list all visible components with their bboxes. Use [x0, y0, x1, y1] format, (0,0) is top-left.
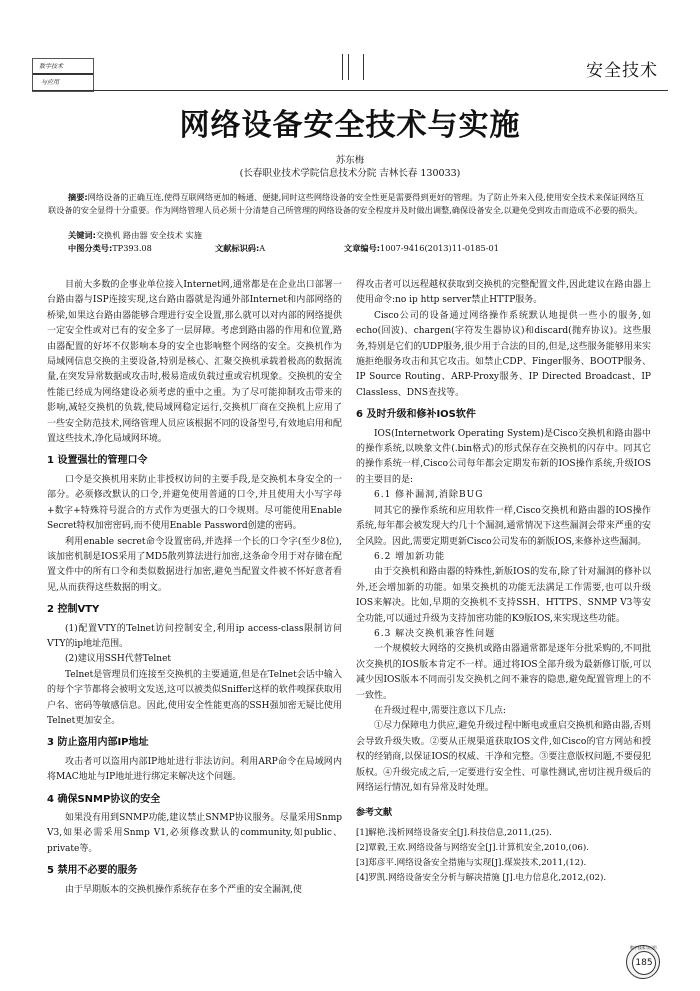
section-heading: 3 防止盗用内部IP地址 [47, 737, 149, 749]
paragraph: Telnet是管理员们连接至交换机的主要通道,但是在Telnet会话中输入的每个字节都将会被明文发送,这可以被类似Sniffer这样的软件嗅探获取用户名、密码等敏感信息。因此,使用安全性能更高的SSH强加密无疑比使用Telnet更加安全。 [47, 669, 342, 726]
paragraph: 目前大多数的企事业单位接入Internet网,通常都是在企业出口部署一台路由器与ISP连接实现,这台路由器就是沟通外部Internet和内部网络的桥梁,如果这台路由器能够合理进行安全设置,那么就可以对内部的网络提供一定安全性或对已有的安全多了一层屏障。考虑到路由器的作用和位置,路由器配置的好坏不仅影响本身的安全也影响整个网络的安全。交换机作为局域网信息交换的主要设备,特别是核心、汇聚交换机承载着极高的数据流量,在突发异常数据或攻击时,极易造成负载过重或宕机现象。交换机的安全性能已经成为网络建设必须考虑的重中之重。为了尽可能抑制攻击带来的影响,减轻交换机的负载,使局域网稳定运行,交换机厂商在交换机上应用了一些安全防范技术,网络管理人员应该根据不同的设备型号,有效地启用和配置这些技术,净化局域网环境。 [47, 280, 342, 445]
section-heading: 6 及时升级和修补IOS软件 [356, 409, 476, 421]
section-label: 安全技术 [586, 61, 658, 81]
paragraph: 由于交换机和路由器的特殊性,新版IOS的发布,除了针对漏洞的修补以外,还会增加新的功能。如果交换机的功能无法满足工作需要,也可以升级IOS来解决。比如,早期的交换机不支持SSH、HTTPS、SNMP V3等安全功能,可以通过升级为支持加密功能的K9版IOS,来实现这些功能。 [356, 567, 651, 624]
paragraph: ①尽力保障电力供应,避免升级过程中断电或重启交换机和路由器,否则会导致升级失败。②要从正规渠道获取IOS文件,如Cisco的官方网站和授权的经销商,以保证IOS的权威、干净和完整。③要注意版权问题,不要侵犯版权。④升级完成之后,一定要进行安全性、可靠性测试,密切注视升级后的网络运行情况,如有异常及时处理。 [356, 721, 651, 793]
paragraph: 在升级过程中,需要注意以下几点: [374, 705, 506, 716]
keywords-label: 关键词: [68, 230, 96, 240]
keywords-text: 交换机 路由器 安全技术 实施 [95, 230, 202, 240]
paragraph: IOS(Internetwork Operating System)是Cisco交换机和路由器中的操作系统,以映象文件(.bin格式)的形式保存在交换机的闪存中。同其它的操作系统一样,Cisco公司每年都会定期发布新的IOS操作系统,升级IOS的主要目的是: [356, 428, 651, 485]
logo-line1: 数字技术 [39, 63, 64, 70]
paragraph: 利用enable secret命令设置密码,并选择一个长的口令字(至少8位),该加密机制是IOS采用了MD5散列算法进行加密,这条命令用于对存储在配置文件中的所有口令和类似数据进行加密,避免当配置文件被不怀好意者看见,从而获得这些数据的明文。 [47, 536, 342, 593]
page-number: 185 [632, 951, 656, 975]
badge-arc-text: 数字技术与应用 [630, 945, 657, 950]
num-label: 文章编号: [344, 243, 381, 253]
abstract-label: 摘要: [68, 192, 88, 202]
left-column [47, 278, 342, 898]
header-divider [342, 54, 343, 80]
keywords [68, 230, 202, 241]
doc-code [215, 243, 266, 254]
paragraph: (2)建议用SSH代替Telnet [65, 654, 172, 665]
references-heading: 参考文献 [356, 808, 393, 819]
header-divider [348, 54, 349, 80]
doc-label: 文献标识码: [215, 243, 260, 253]
paragraph: 攻击者可以盗用内部IP地址进行非法访问。利用ARP命令在局域网内将MAC地址与IP地址进行绑定来解决这个问题。 [47, 756, 342, 783]
subsection-heading: 6.2 增加新功能 [374, 551, 446, 562]
section-heading: 4 确保SNMP协议的安全 [47, 793, 161, 805]
header-rule [32, 90, 668, 91]
reference-item: [4]罗凯.网络设备安全分析与解决措施 [J].电力信息化,2012,(02). [356, 873, 607, 884]
reference-item: [2]覃毅,王欢.网络设备与网络安全[J].计算机安全,2010,(06). [356, 843, 589, 854]
logo-line2: 与应用 [41, 79, 60, 86]
logo-bar [33, 73, 93, 75]
abstract [48, 191, 652, 216]
section-heading: 2 控制VTY [47, 604, 100, 616]
paragraph: 口令是交换机用来防止非授权访问的主要手段,是交换机本身安全的一部分。必须修改默认的口令,并避免使用普通的口令,并且使用大小写字母+数字+特殊符号混合的方式作为更强大的口令规则。尽可能使用Enable Secret特权加密密码,而不使用Enable Password创建的密码。 [47, 474, 342, 532]
subsection-heading: 6.1 修补漏洞,消除BUG [374, 490, 484, 501]
clc-code [68, 243, 152, 254]
header-divider [363, 54, 364, 80]
clc-label: 中图分类号: [68, 243, 113, 253]
subsection-heading: 6.3 解决交换机兼容性问题 [374, 628, 496, 639]
paragraph: 一个规模较大网络的交换机或路由器通常都是逐年分批采购的,不同批次交换机的IOS版本肯定不一样。通过将IOS全部升级为最新修订版,可以减少因IOS版本不同而引发交换机之间不兼容的隐患,避免配置管理上的不一致性。 [356, 644, 651, 701]
author: 苏东梅 [335, 155, 365, 166]
paragraph: 同其它的操作系统和应用软件一样,Cisco交换机和路由器的IOS操作系统,每年都会被发现大约几十个漏洞,通常情况下这些漏洞会带来严重的安全风险。因此,需要定期更新Cisco公司发布的新版IOS,来修补这些漏洞。 [356, 505, 651, 547]
section-heading: 1 设置强壮的管理口令 [47, 455, 148, 467]
article-number [344, 243, 499, 254]
reference-item: [3]郑彦平.网络设备安全措施与实现[J].煤炭技术,2011,(12). [356, 858, 587, 869]
right-column [356, 278, 651, 887]
page-header [32, 46, 668, 90]
paragraph: 如果没有用到SNMP功能,建议禁止SNMP协议服务。尽量采用Snmp V3,如果必需采用Snmp V1,必须修改默认的community,如public、private等。 [47, 813, 342, 854]
affiliation: (长春职业技术学院信息技术分院 吉林长春 130033) [239, 168, 461, 179]
article-title: 网络设备安全技术与实施 [179, 108, 521, 143]
doc-value: A [259, 243, 266, 253]
paragraph: Cisco公司的设备通过网络操作系统默认地提供一些小的服务,如echo(回波)、chargen(字符发生器协议)和discard(抛弃协议)。这些服务,特别是它们的UDP服务,很少用于合法的目的,但是,这些服务能够用来实施拒绝服务攻击和其它攻击。如禁止CDP、Finger服务、BOOTP服务、IP Source Routing、ARP-Proxy服务、IP Directed Broadcast、IP Classless、DNS查找等。 [356, 310, 651, 398]
abstract-text: 网络设备的正确互连,使得互联网络更加的畅通、便捷,同时这些网络设备的安全性更是需要得到更好的管理。为了防止外来入侵,使用安全技术来保证网络互联设备的安全显得十分重要。作为网络管理人员必须十分清楚自己所管理的网络设备的安全程度并及时做出调整,确保设备安全,以避免受到攻击而造成不必要的损失。 [48, 192, 645, 215]
paragraph: 由于早期版本的交换机操作系统存在多个严重的安全漏洞,使 [65, 884, 302, 895]
section-heading: 5 禁用不必要的服务 [47, 865, 138, 877]
reference-item: [1]解艳.浅析网络设备安全[J].科技信息,2011,(25). [356, 827, 552, 838]
clc-value: TP393.08 [112, 243, 152, 253]
journal-logo [32, 58, 94, 92]
paragraph: (1)配置VTY的Telnet访问控制安全,利用ip access-class限制访问VTY的ip地址范围。 [47, 623, 342, 649]
paragraph: 得攻击者可以远程越权获取到交换机的完整配置文件,因此建议在路由器上使用命令:no ip http server禁止HTTP服务。 [356, 280, 651, 306]
num-value: 1007-9416(2013)11-0185-01 [380, 243, 499, 253]
page-number-badge [626, 945, 660, 979]
